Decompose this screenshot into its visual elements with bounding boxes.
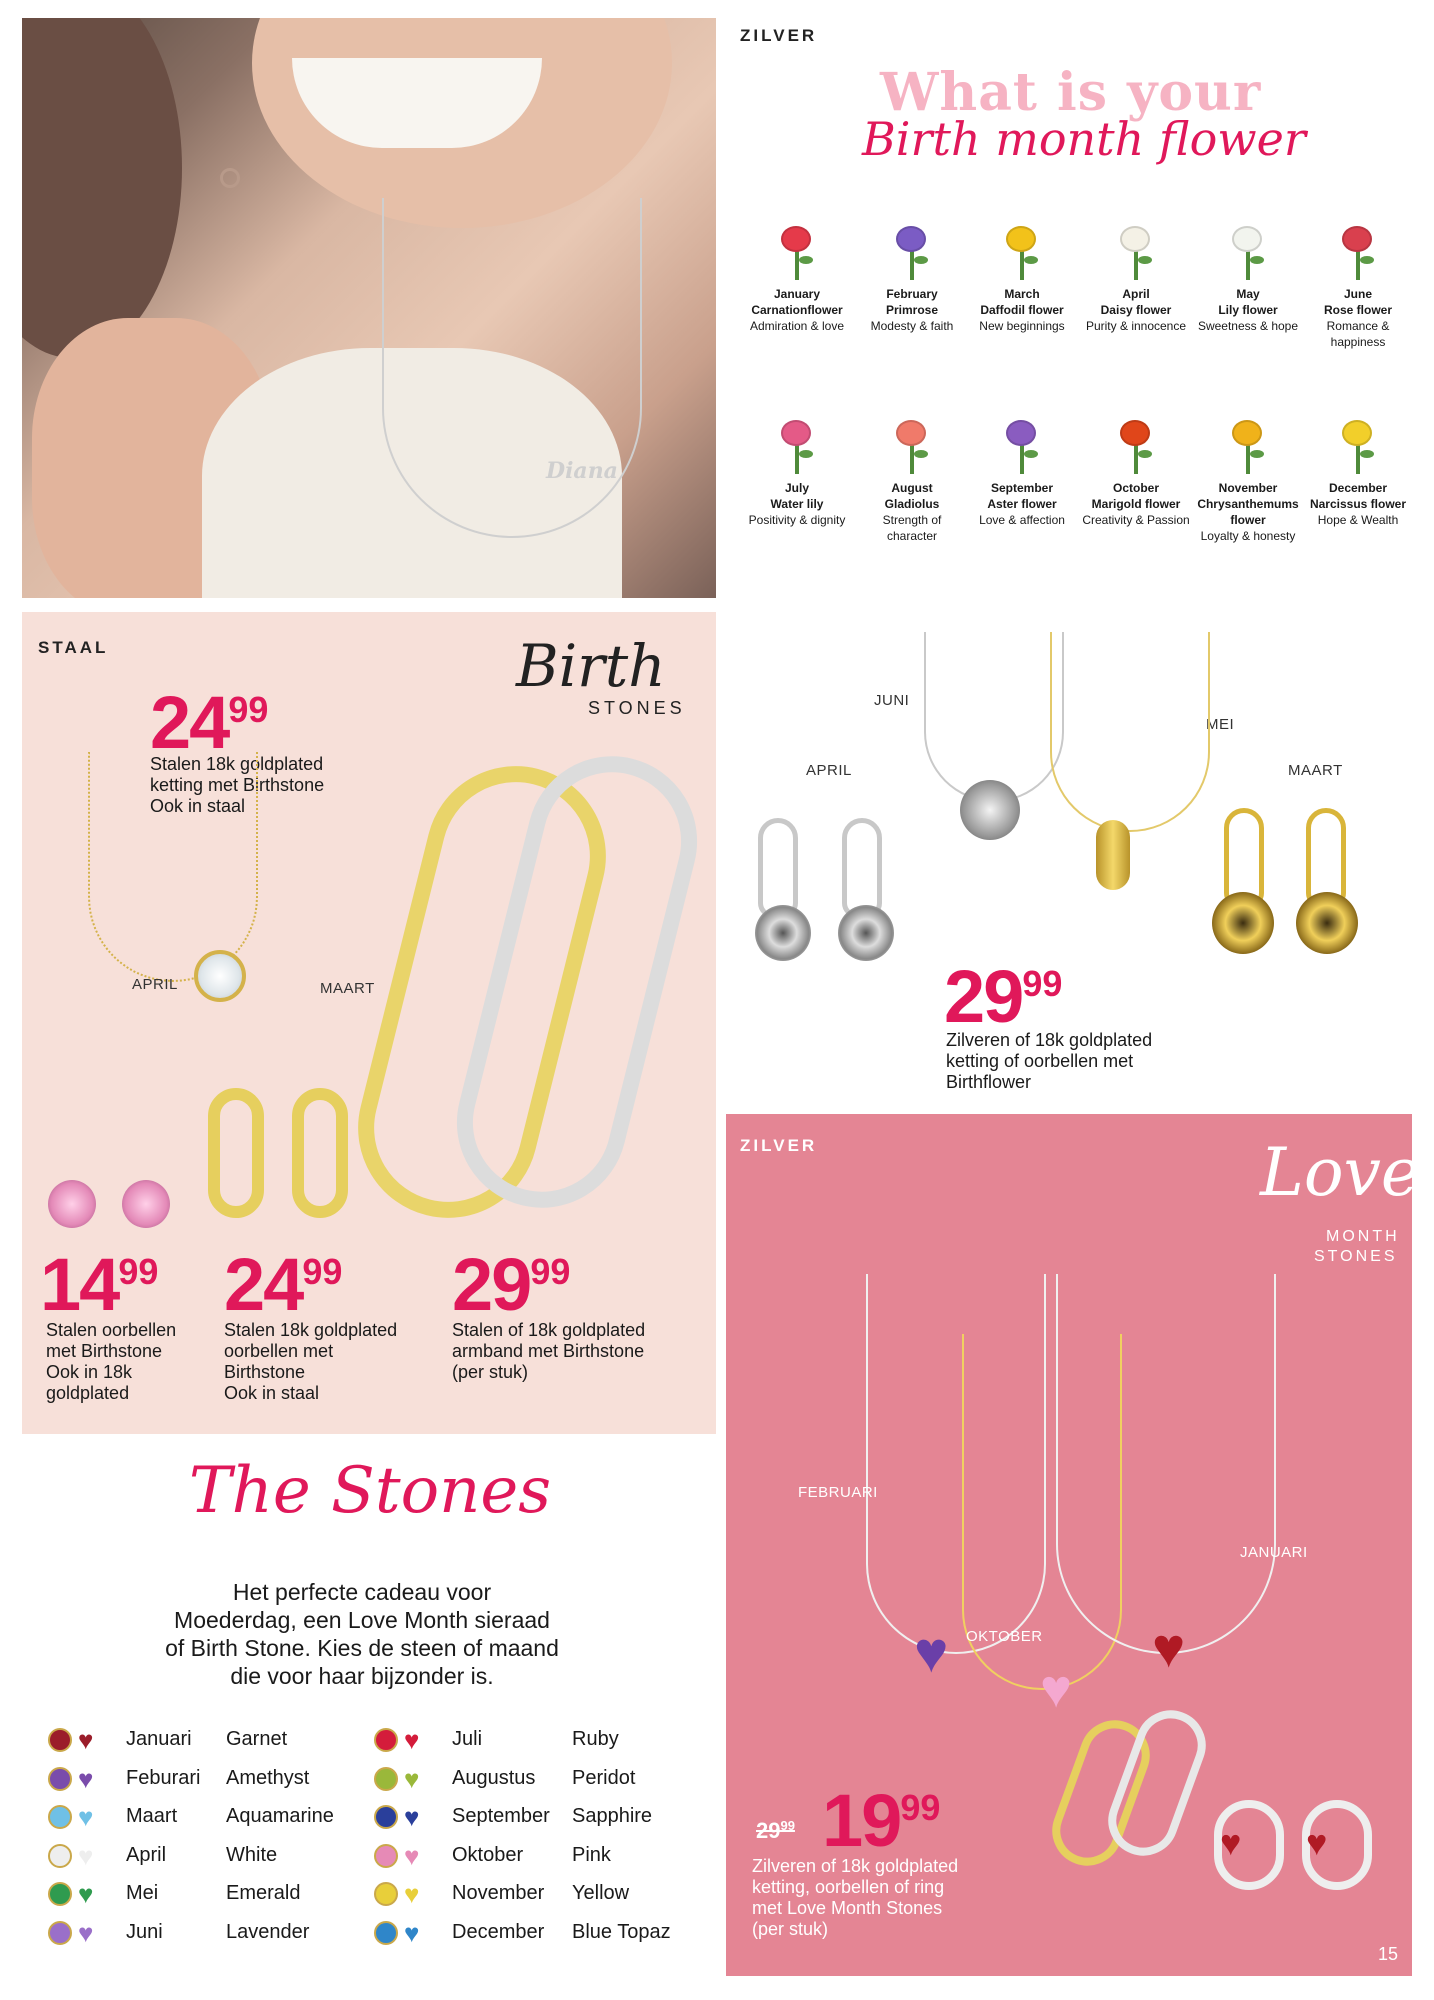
- flower-month: November: [1218, 481, 1278, 495]
- garnet-heart-icon: ♥: [1152, 1616, 1186, 1679]
- bangle-desc-line: (per stuk): [452, 1362, 529, 1382]
- birthstone-gem-icon: ♥: [374, 1921, 440, 1945]
- stone-name: Sapphire: [572, 1805, 653, 1827]
- flower-month: January: [773, 287, 821, 301]
- flower-item: [743, 420, 851, 528]
- stones-intro-line: die voor haar bijzonder is.: [230, 1663, 494, 1689]
- flower-month: August: [891, 481, 933, 495]
- flower-icon: [1336, 226, 1380, 280]
- flower-item: [968, 226, 1076, 334]
- birthstone-gem-icon: ♥: [48, 1767, 114, 1791]
- bangle-price-main: 29: [452, 1243, 531, 1326]
- flower-name: Lily flower: [1218, 303, 1278, 317]
- love-desc: [752, 1856, 958, 1940]
- love-logo-script: Love: [1260, 1134, 1420, 1211]
- daisy-earring-left: [755, 905, 811, 961]
- section-label-zilver: ZILVER: [740, 26, 818, 45]
- love-logo-caps-1: MONTH: [1326, 1228, 1400, 1245]
- flower-meaning: Romance & happiness: [1326, 319, 1390, 349]
- stone-month: December: [452, 1920, 545, 1943]
- flower-item: [1082, 226, 1190, 334]
- earring: [220, 168, 240, 188]
- love-price-cents: 99: [900, 1787, 941, 1828]
- stone-month: Augustus: [452, 1766, 536, 1789]
- flower-name: Aster flower: [987, 497, 1057, 511]
- birthflower-desc-line: Birthflower: [946, 1072, 1032, 1092]
- flower-month: February: [886, 287, 938, 301]
- flower-month: March: [1004, 287, 1040, 301]
- flower-month: July: [784, 481, 809, 495]
- stones-intro-line: Moederdag, een Love Month sieraad: [174, 1607, 550, 1633]
- hoops-desc-line: oorbellen met: [224, 1341, 334, 1361]
- gold-hoop-right: [292, 1088, 348, 1218]
- stone-name: Aquamarine: [226, 1805, 334, 1827]
- birthstone-gem-icon: ♥: [374, 1882, 440, 1906]
- gold-necklace-chain: [88, 752, 258, 982]
- bangle-price: [452, 1243, 571, 1326]
- label-april: APRIL: [132, 976, 178, 993]
- stone-month: Juni: [126, 1920, 163, 1943]
- flower-item: [1082, 420, 1190, 528]
- rose-necklace-chain: [924, 632, 1064, 802]
- stone-month: Mei: [126, 1882, 159, 1904]
- stone-name: Peridot: [572, 1766, 636, 1789]
- lily-pendant: [1096, 820, 1130, 890]
- necklace-name: Diana: [546, 458, 618, 484]
- studs-price-cents: 99: [118, 1251, 159, 1292]
- stone-name: Emerald: [226, 1882, 301, 1904]
- stone-name: Lavender: [226, 1920, 310, 1943]
- flower-meaning: New beginnings: [979, 319, 1065, 333]
- flower-name: Narcissus flower: [1309, 497, 1407, 511]
- stones-title: The Stones: [188, 1454, 552, 1528]
- flower-meaning: Admiration & love: [749, 319, 845, 333]
- flower-name: Daffodil flower: [980, 303, 1064, 317]
- flower-icon: [1114, 226, 1158, 280]
- stone-month: Oktober: [452, 1843, 524, 1866]
- pink-stud-left: [48, 1180, 96, 1228]
- necklace-price-main: 24: [150, 681, 229, 764]
- stone-month: November: [452, 1882, 545, 1904]
- birthstone-gem-icon: ♥: [374, 1805, 440, 1829]
- love-price: [822, 1779, 941, 1862]
- flower-meaning: Sweetness & hope: [1197, 319, 1299, 333]
- flower-icon: [1000, 226, 1044, 280]
- birthflower-price-cents: 99: [1022, 963, 1063, 1004]
- flower-icon: [775, 226, 819, 280]
- rose-pendant: [960, 780, 1020, 840]
- pink-stud-right: [122, 1180, 170, 1228]
- flower-name: Primrose: [885, 303, 939, 317]
- birthstone-gem-icon: ♥: [374, 1728, 440, 1752]
- birthstone-gem-icon: ♥: [48, 1921, 114, 1945]
- stone-month: Juli: [452, 1728, 483, 1750]
- birthflower-desc-line: ketting of oorbellen met: [946, 1051, 1134, 1071]
- daisy-earring-hoop-left: [758, 818, 798, 918]
- daisy-earring-hoop-right: [842, 818, 882, 918]
- bangle-price-cents: 99: [530, 1251, 571, 1292]
- gold-hoop-left: [208, 1088, 264, 1218]
- stone-month: April: [126, 1843, 167, 1866]
- stone-name: Yellow: [572, 1882, 630, 1904]
- lily-necklace-chain: [1050, 632, 1210, 832]
- studs-desc-line: Stalen oorbellen: [46, 1320, 177, 1340]
- necklace-desc-line: ketting met Birthstone: [150, 775, 325, 795]
- flower-item: [858, 226, 966, 334]
- flower-name: Chrysanthemums flower: [1197, 497, 1299, 527]
- flower-icon: [775, 420, 819, 474]
- stone-name: Pink: [572, 1843, 611, 1866]
- gold-flower-earring-right: [1296, 892, 1358, 954]
- necklace-price: [150, 681, 269, 764]
- gold-flower-earring-left: [1212, 892, 1274, 954]
- flower-item: [1304, 420, 1412, 528]
- section-label-staal: STAAL: [38, 638, 109, 657]
- flower-meaning: Loyalty & honesty: [1200, 529, 1296, 543]
- flower-icon: [1000, 420, 1044, 474]
- birthstones-logo-caps: STONES: [588, 698, 686, 718]
- bangle-desc-line: Stalen of 18k goldplated: [452, 1320, 646, 1340]
- birthstones-logo-script: Birth: [516, 632, 666, 700]
- stone-name: Garnet: [226, 1728, 288, 1750]
- label-februari: FEBRUARI: [798, 1484, 878, 1501]
- flower-title-line2: Birth month flower: [862, 112, 1306, 166]
- label-juni: JUNI: [874, 692, 910, 709]
- flower-item: [1194, 226, 1302, 334]
- bangle-desc-line: armband met Birthstone: [452, 1341, 645, 1361]
- bangle-desc: [452, 1320, 645, 1383]
- model-photo: [22, 18, 716, 598]
- label-januari: JANUARI: [1240, 1544, 1308, 1561]
- studs-price: [40, 1243, 159, 1326]
- flower-name: Gladiolus: [884, 497, 940, 511]
- label-oktober: OKTOBER: [966, 1628, 1043, 1645]
- flower-icon: [1226, 226, 1270, 280]
- stones-intro-line: Het perfecte cadeau voor: [232, 1579, 492, 1605]
- hoops-price-cents: 99: [302, 1251, 343, 1292]
- old-price: [756, 1818, 795, 1844]
- stone-month: Feburari: [126, 1766, 201, 1789]
- flower-meaning: Love & affection: [979, 513, 1065, 527]
- birthstone-gem-icon: ♥: [48, 1805, 114, 1829]
- label-maart: MAART: [320, 980, 375, 997]
- pink-heart-icon: ♥: [1040, 1659, 1073, 1719]
- flower-item: [1194, 420, 1302, 544]
- flower-month: April: [1122, 287, 1150, 301]
- birthflower-desc-line: Zilveren of 18k goldplated: [946, 1030, 1153, 1050]
- studs-desc-line: met Birthstone: [46, 1341, 163, 1361]
- flower-name: Carnationflower: [751, 303, 843, 317]
- studs-desc: [46, 1320, 176, 1404]
- studs-price-main: 14: [40, 1243, 119, 1326]
- love-logo-caps-2: STONES: [1314, 1248, 1398, 1265]
- flower-meaning: Purity & innocence: [1085, 319, 1187, 333]
- necklace-desc-line: Ook in staal: [150, 796, 246, 816]
- flower-item: [858, 420, 966, 544]
- hoops-price-main: 24: [224, 1243, 303, 1326]
- flower-meaning: Modesty & faith: [870, 319, 954, 333]
- necklace-desc-line: Stalen 18k goldplated: [150, 754, 324, 774]
- love-price-main: 19: [822, 1779, 901, 1862]
- flower-meaning: Hope & Wealth: [1317, 513, 1399, 527]
- stone-name: White: [226, 1843, 278, 1866]
- flower-name: Rose flower: [1323, 303, 1392, 317]
- label-mei: MEI: [1206, 716, 1235, 733]
- flower-meaning: Creativity & Passion: [1082, 513, 1190, 527]
- daisy-earring-right: [838, 905, 894, 961]
- love-desc-line: (per stuk): [752, 1919, 829, 1939]
- label-april-flower: APRIL: [806, 762, 852, 779]
- flower-icon: [1114, 420, 1158, 474]
- studs-desc-line: Ook in 18k: [46, 1362, 133, 1382]
- birthstone-gem-icon: ♥: [48, 1882, 114, 1906]
- stone-month: September: [452, 1805, 550, 1827]
- garnet-heart-earring-icon: ♥: [1220, 1822, 1242, 1863]
- flower-item: [1304, 226, 1412, 350]
- flower-month: October: [1112, 481, 1159, 495]
- flower-month: December: [1328, 481, 1388, 495]
- flower-item: [743, 226, 851, 334]
- flower-meaning: Positivity & dignity: [748, 513, 846, 527]
- stones-intro: [90, 1578, 634, 1690]
- hoops-desc-line: Stalen 18k goldplated: [224, 1320, 398, 1340]
- stone-name: Blue Topaz: [572, 1920, 671, 1943]
- old-price-cents: 99: [780, 1818, 795, 1833]
- flower-meaning: Strength of character: [882, 513, 942, 543]
- love-desc-line: met Love Month Stones: [752, 1898, 943, 1918]
- flower-name: Water lily: [770, 497, 824, 511]
- amethyst-heart-icon: ♥: [914, 1620, 949, 1685]
- birthstone-gem-icon: ♥: [374, 1767, 440, 1791]
- old-price-main: 29: [756, 1818, 781, 1843]
- hoops-desc: [224, 1320, 397, 1404]
- staal-panel: [22, 612, 716, 1434]
- flower-item: [968, 420, 1076, 528]
- flower-month: May: [1236, 287, 1260, 301]
- love-desc-line: Zilveren of 18k goldplated: [752, 1856, 959, 1876]
- love-desc-line: ketting, oorbellen of ring: [752, 1877, 945, 1897]
- flower-name: Marigold flower: [1091, 497, 1181, 511]
- label-maart-flower: MAART: [1288, 762, 1343, 779]
- studs-desc-line: goldplated: [46, 1383, 130, 1403]
- necklace-gem: [194, 950, 246, 1002]
- stone-name: Amethyst: [226, 1766, 310, 1789]
- birthstone-gem-icon: ♥: [48, 1844, 114, 1868]
- flower-month: June: [1343, 287, 1372, 301]
- birthflower-desc: [946, 1030, 1152, 1093]
- necklace-chain: [382, 198, 642, 538]
- birthflower-price-main: 29: [944, 955, 1023, 1038]
- birthflower-price: [944, 955, 1063, 1038]
- flower-name: Daisy flower: [1100, 303, 1172, 317]
- love-panel: [726, 1114, 1420, 1976]
- flower-month: September: [990, 481, 1054, 495]
- birthstone-gem-icon: ♥: [374, 1844, 440, 1868]
- stones-intro-line: of Birth Stone. Kies de steen of maand: [165, 1635, 559, 1661]
- flower-icon: [890, 226, 934, 280]
- flower-icon: [890, 420, 934, 474]
- garnet-heart-earring-icon-2: ♥: [1306, 1822, 1328, 1863]
- page-number: 15: [1378, 1944, 1399, 1964]
- birthstone-gem-icon: ♥: [48, 1728, 114, 1752]
- hoops-desc-line: Birthstone: [224, 1362, 306, 1382]
- necklace-price-cents: 99: [228, 689, 269, 730]
- silver-heart-necklace-chain-2: [1056, 1274, 1276, 1654]
- hoops-desc-line: Ook in staal: [224, 1383, 320, 1403]
- flower-icon: [1226, 420, 1270, 474]
- flower-icon: [1336, 420, 1380, 474]
- flower-title-line1: What is your: [880, 62, 1262, 123]
- stone-name: Ruby: [572, 1728, 619, 1750]
- section-label-zilver-love: ZILVER: [740, 1136, 818, 1155]
- hoops-price: [224, 1243, 343, 1326]
- stone-month: Januari: [126, 1728, 192, 1750]
- stone-month: Maart: [126, 1805, 178, 1827]
